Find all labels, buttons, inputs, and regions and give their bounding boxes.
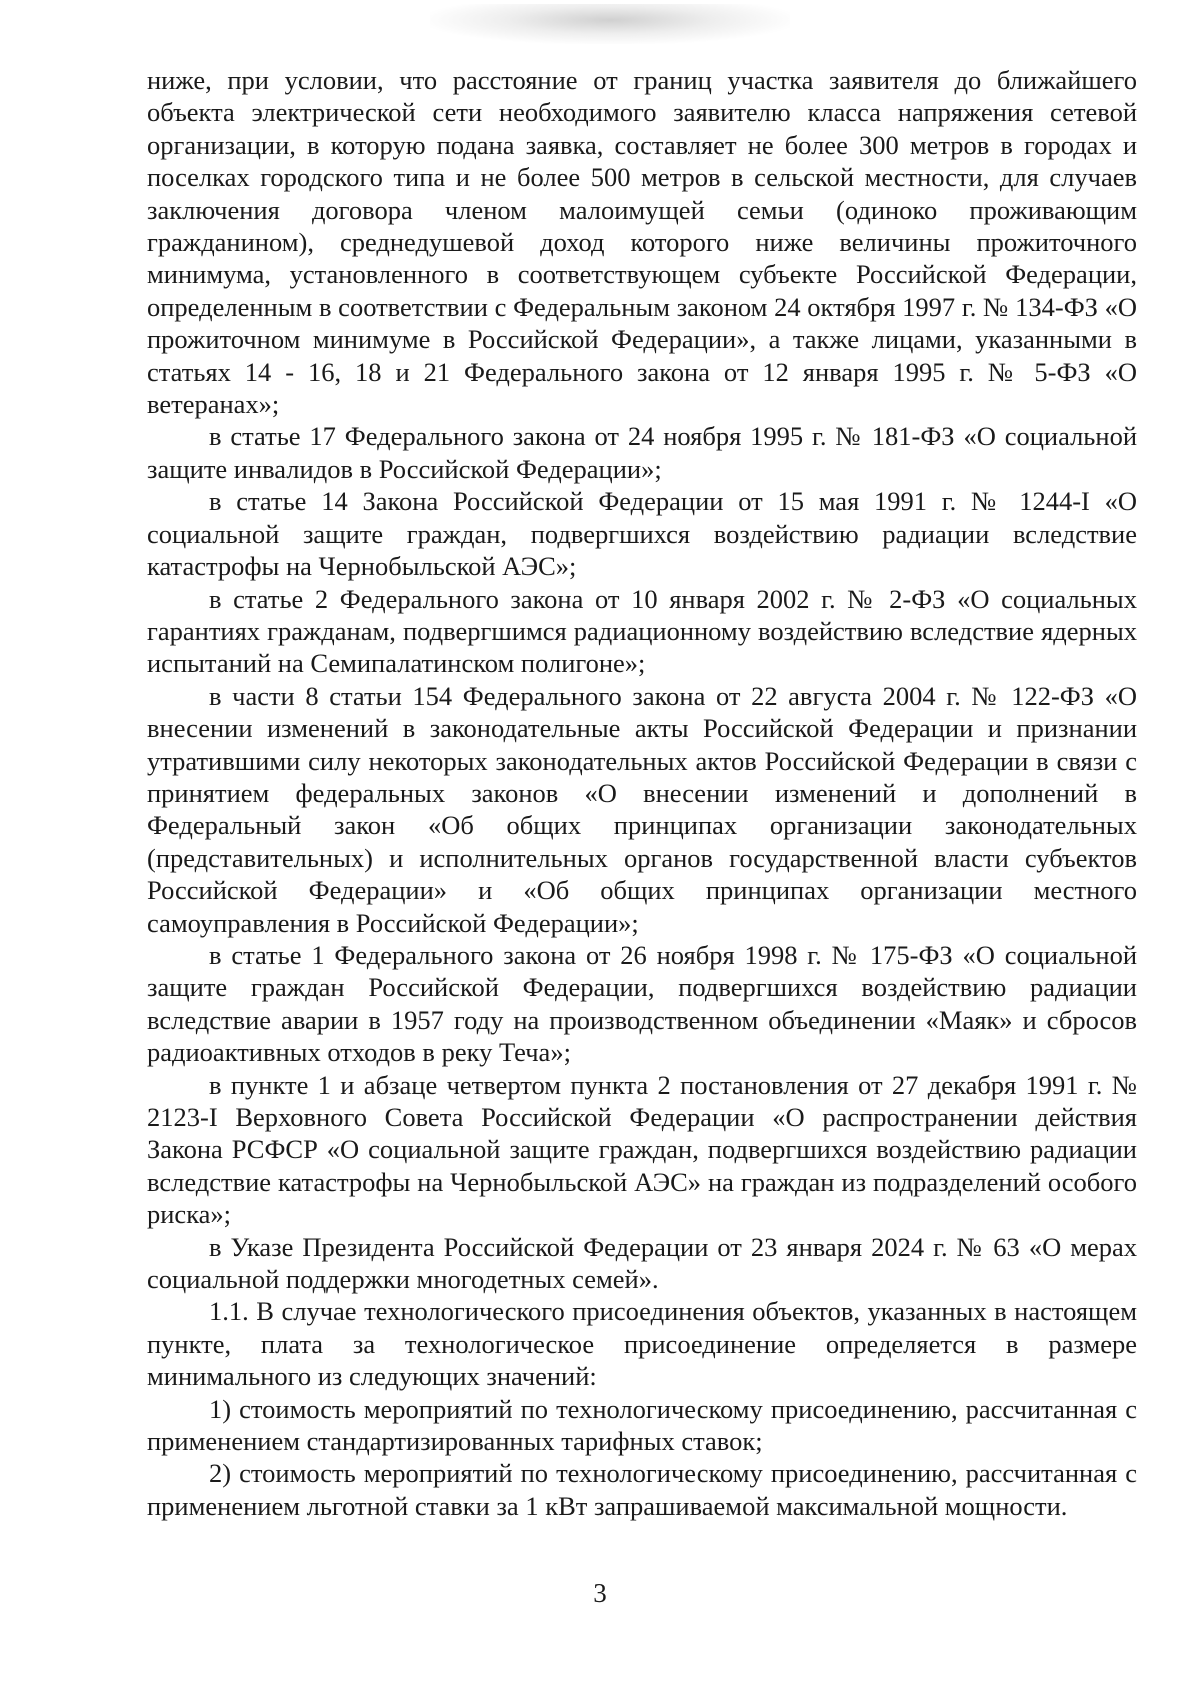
scan-artifact: [430, 4, 790, 44]
paragraph-item-1: 1) стоимость мероприятий по технологическому присоединению, рассчитанная с применением стандартизированных тарифных ставок;: [147, 1393, 1137, 1457]
paragraph-law-2fz: в статье 2 Федерального закона от 10 января 2002 г. № 2-ФЗ «О социальных гарантиях гражданам, подвергшимся радиационному воздействию вследствие ядерных испытаний на Семипалатинском полигоне»;: [147, 583, 1137, 679]
paragraph-continuation: ниже, при условии, что расстояние от границ участка заявителя до ближайшего объекта электрической сети необходимого заявителю класса напряжения сетевой организации, в которую подана заявка, составляет не более 300 метров в городах и поселках городского типа и не более 500 метров в сельской местности, для случаев заключения договора членом малоимущей семьи (одиноко проживающим гражданином), среднедушевой доход которого ниже величины прожиточного минимума, установленного в соответствующем субъекте Российской Федерации, определенным в соответствии с Федеральным законом 24 октября 1997 г. № 134-ФЗ «О прожиточном минимуме в Российской Федерации», а также лицами, указанными в статьях 14 - 16, 18 и 21 Федерального закона от 12 января 1995 г. № 5-ФЗ «О ветеранах»;: [147, 65, 1137, 420]
paragraph-law-181fz: в статье 17 Федерального закона от 24 ноября 1995 г. № 181-ФЗ «О социальной защите инвалидов в Российской Федерации»;: [147, 421, 1137, 484]
document-body: [147, 64, 1137, 1522]
paragraph-clause-1-1: 1.1. В случае технологического присоединения объектов, указанных в настоящем пункте, плата за технологическое присоединение определяется в размере минимального из следующих значений:: [147, 1296, 1137, 1392]
paragraph-resolution-2123: в пункте 1 и абзаце четвертом пункта 2 постановления от 27 декабря 1991 г. № 2123-I Верховного Совета Российской Федерации «О распространении действия Закона РСФСР «О социальной защите граждан, подвергшихся воздействию радиации вследствие катастрофы на Чернобыльской АЭС» на граждан из подразделений особого риска»;: [147, 1069, 1137, 1230]
page-number: 3: [593, 1578, 607, 1608]
paragraph-decree-63: в Указе Президента Российской Федерации от 23 января 2024 г. № 63 «О мерах социальной поддержки многодетных семей».: [147, 1231, 1137, 1295]
paragraph-law-1244: в статье 14 Закона Российской Федерации от 15 мая 1991 г. № 1244-I «О социальной защите граждан, подвергшихся воздействию радиации вследствие катастрофы на Чернобыльской АЭС»;: [147, 486, 1137, 582]
paragraph-law-175fz: в статье 1 Федерального закона от 26 ноября 1998 г. № 175-ФЗ «О социальной защите граждан Российской Федерации, подвергшихся воздействию радиации вследствие аварии в 1957 году на производственном объединении «Маяк» и сбросов радиоактивных отходов в реку Теча»;: [147, 939, 1137, 1068]
paragraph-law-122fz: в части 8 статьи 154 Федерального закона от 22 августа 2004 г. № 122-ФЗ «О внесении изменений в законодательные акты Российской Федерации и признании утратившими силу некоторых законодательных актов Российской Федерации в связи с принятием федеральных законов «О внесении изменений и дополнений в Федеральный закон «Об общих принципах организации законодательных (представительных) и исполнительных органов государственной власти субъектов Российской Федерации» и «Об общих принципах организации местного самоуправления в Российской Федерации»;: [147, 680, 1137, 938]
paragraph-item-2: 2) стоимость мероприятий по технологическому присоединению, рассчитанная с применением льготной ставки за 1 кВт запрашиваемой максимальной мощности.: [147, 1458, 1137, 1521]
